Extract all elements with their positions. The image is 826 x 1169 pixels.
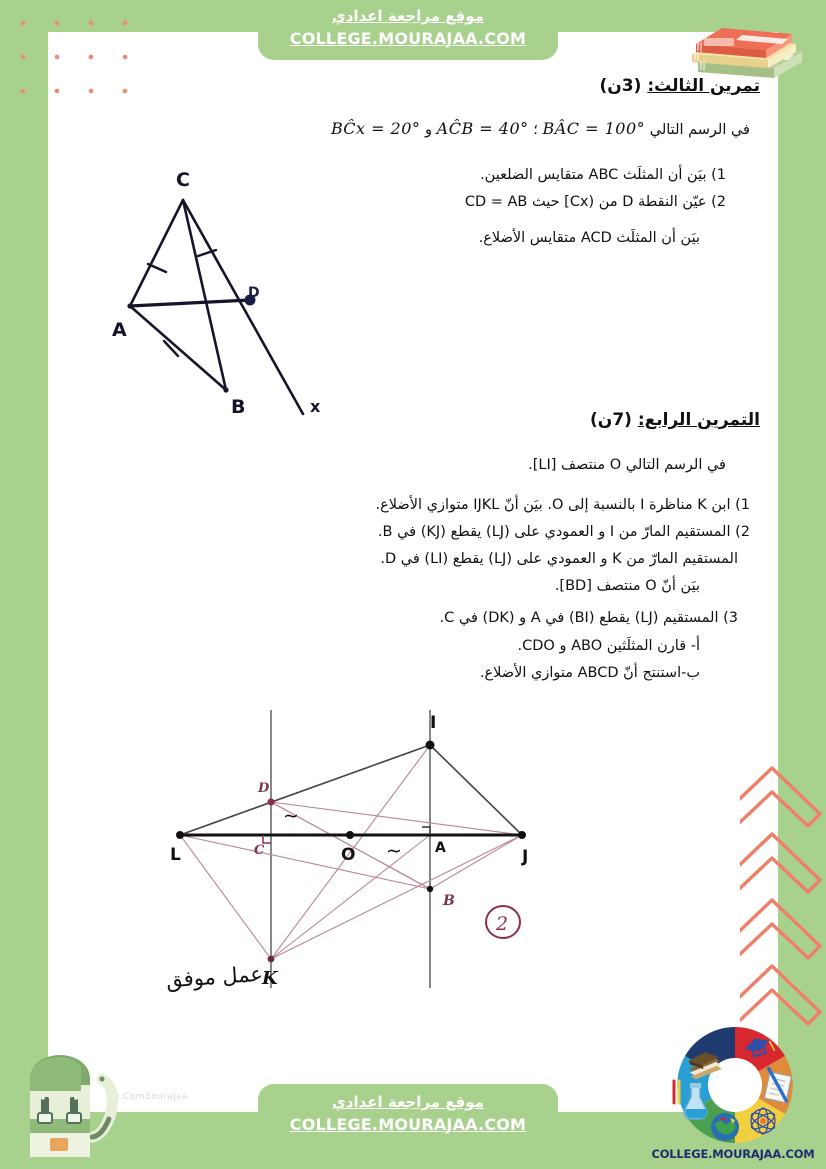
exercise3-question-2: 2) عيّن النقطة D من (Cx] حيث CD = AB [464,194,726,210]
exercise3-label-x: x [310,397,321,416]
exercise4-title-main: التمرين الرابع: [637,410,760,430]
exercise4-question-3a: أ- قارن المثلَثين ABO و CDO. [517,638,700,654]
exercise3-label-C: C [176,169,190,191]
exercise3-intro-prefix: في الرسم التالي [649,122,750,138]
exercise4-question-1: 1) ابن K مناظرة I بالنسبة إلى O. بيَن أنّ IJKL متوازي الأضلاع. [375,497,750,513]
exercise4-question-2c: بيَن أنّ O منتصف [BD]. [554,578,700,594]
exercise3-label-B: B [231,396,246,418]
exercise3-intro [331,117,750,142]
brand-arabic-label: موقع مراجعة اعدادي [332,7,484,25]
exercise4-label-O: O [341,845,356,865]
handwritten-good-luck-note: عمل موفق [165,961,264,993]
exercise3-angle-bac: BÂC = 100° [542,119,646,138]
document-content [48,60,778,1084]
exercise4-figure [158,700,558,990]
exercise4-question-2: 2) المستقيم المارّ من I و العمودي على (LJ) يقطع (KJ) في B. [377,524,750,540]
exercise4-label-J: J [522,847,529,867]
exercise3-title-main: تمرين الثالث: [647,76,760,96]
figure-page-number: 2 [496,913,509,935]
footer-brand-ribbon [258,1084,558,1146]
faint-watermark: ge.Com5ourajaa [108,1092,188,1102]
exercise3-title-points: (3ن) [599,76,642,96]
exercise4-label-C: C [254,843,265,858]
brand-url-label: COLLEGE.MOURAJAA.COM [289,28,527,48]
education-wheel-logo [650,1019,820,1165]
exercise4-intro: في الرسم التالي O منتصف [LI]. [528,457,726,473]
exercise3-angle-bcx: BĈx = 20° [330,119,421,138]
header-brand-ribbon [258,0,558,60]
exercise4-label-D: D [258,781,270,796]
exercise3-angle-acb: AĈB = 40° [436,119,529,138]
exercise3-label-A: A [112,319,127,341]
footer-brand-url-label: COLLEGE.MOURAJAA.COM [289,1114,527,1134]
exercise4-label-B: B [443,893,455,909]
exercise3-question-2b: بيَن أن المثلَث ACD متقايس الأضلاع. [478,230,700,246]
exercise4-label-L: L [170,845,181,865]
exercise3-question-1: 1) بيَن أن المثلَث ABC متقايس الضلعين. [480,167,726,183]
exercise4-title-points: (7ن) [590,410,632,430]
exercise4-question-3b: ب-استنتج أنّ ABCD متوازي الأضلاع. [479,665,700,681]
exercise4-question-2b: المستقيم المارّ من K و العمودي على (LJ) يقطع (LI) في D. [380,551,738,567]
books-stack-icon [670,2,810,86]
chevron-decoration [740,752,826,1042]
exercise3-figure [98,158,348,418]
exercise4-title [590,410,760,430]
exercise4-label-K: K [262,968,278,989]
exercise3-conjunction: و [425,122,433,138]
parallel-mark-left: ∼ [283,805,299,827]
exercise3-separator: ؛ [533,122,538,138]
exercise4-label-A: A [435,840,446,856]
parallel-mark-right: ∼ [386,840,402,862]
footer-brand-arabic-label: موقع مراجعة اعدادي [332,1093,484,1111]
logo-caption: COLLEGE.MOURAJAA.COM [651,1147,815,1161]
backpack-icon [6,1045,142,1161]
exercise3-label-D: D [248,285,260,301]
exercise4-question-3: 3) المستقيم (LJ) يقطع (BI) في A و (DK) في C. [439,610,738,626]
exercise4-label-I: I [430,713,437,733]
